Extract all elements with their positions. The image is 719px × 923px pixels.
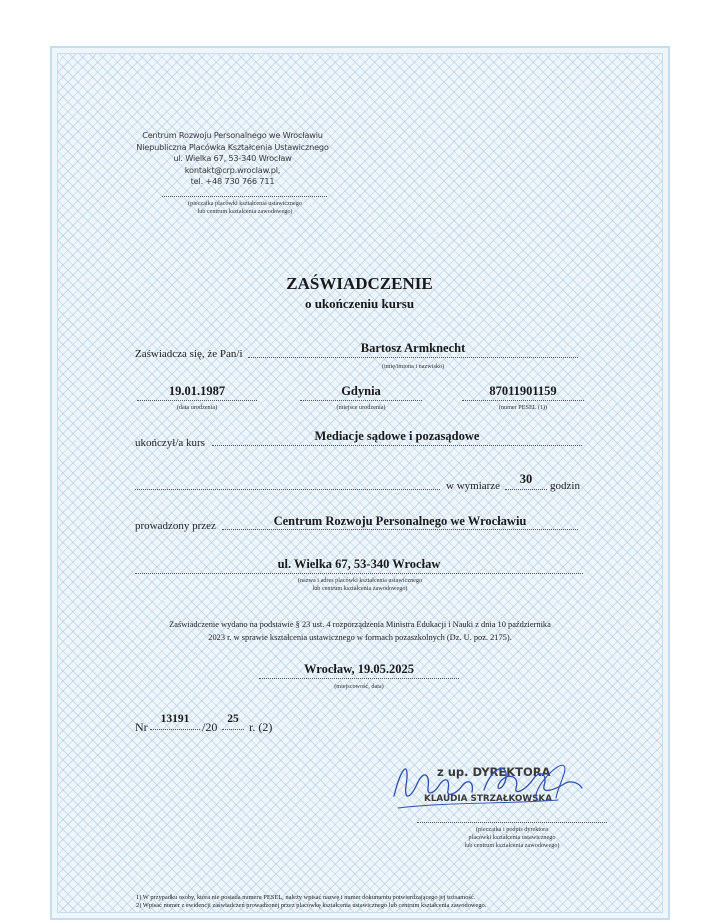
issue-place-date: Wrocław, 19.05.2025 [304, 662, 414, 676]
birth-date: 19.01.1987 [168, 384, 226, 398]
handwritten-signature [388, 756, 588, 816]
provider-address-dotted-line [135, 573, 583, 574]
provider-dotted-line [222, 529, 578, 530]
birth-date-caption: (data urodzenia) [176, 404, 218, 411]
birth-place-dotted-line [300, 400, 422, 401]
stamp-line-1: Centrum Rozwoju Personalnego we Wrocławiu [142, 130, 323, 140]
legal-line-2: 2023 r. w sprawie kształcenia ustawicznego w formach pozaszkolnych (Dz. U. poz. 2175). [208, 633, 512, 642]
signature-caption-1: (pieczątka i podpis dyrektora [476, 826, 548, 833]
pesel-number: 87011901159 [489, 384, 557, 398]
stamp-line-4: kontakt@crp.wroclaw.pl, [184, 164, 281, 175]
birth-date-dotted-line [137, 400, 257, 401]
footnote-1: 1) W przypadku osoby, która nie posiada numeru PESEL, należy wpisać nazwę i numer dokumentu potwierdzającego jej tożsamość. [136, 894, 476, 901]
hours-dotted-line [505, 489, 547, 490]
legal-line-1: Zaświadczenie wydano na podstawie § 23 ust. 4 rozporządzenia Ministra Edukacji i Nauki z dnia 10 października [169, 620, 551, 629]
hours-label: w wymiarze [446, 480, 501, 492]
issue-caption: (miejscowość, data) [334, 683, 384, 690]
person-label: Zaświadcza się, że Pan/i [135, 348, 243, 360]
course-label: ukończył/a kurs [135, 437, 205, 449]
director-role: z up. DYREKTORA [437, 765, 551, 779]
birth-place-caption: (miejsce urodzenia) [336, 404, 386, 411]
birth-place: Gdynia [341, 384, 381, 398]
number-year: 25 [227, 713, 239, 725]
director-name: KLAUDIA STRZAŁKOWSKA [424, 794, 553, 804]
number-value: 13191 [160, 713, 190, 725]
person-dotted-line [248, 357, 578, 358]
pesel-dotted-line [462, 400, 584, 401]
stamp-caption-2: lub centrum kształcenia zawodowego) [197, 208, 293, 215]
legal-basis [140, 618, 580, 644]
course-extra-dotted-line [135, 489, 440, 490]
signature-caption-2: placówki kształcenia ustawicznego [468, 834, 556, 841]
stamp-caption-1: (pieczątka placówki kształcenia ustawicznego [188, 200, 302, 207]
issue-dotted-line [259, 678, 459, 679]
provider-caption-1: (nazwa i adres placówki kształcenia ustawicznego [297, 577, 423, 584]
signature-dotted-line [417, 822, 607, 823]
stamp-line-2: Niepubliczna Placówka Kształcenia Ustawicznego [136, 141, 329, 152]
provider-address: ul. Wielka 67, 53-340 Wrocław [277, 557, 441, 571]
year-dotted-line [222, 729, 244, 730]
hours-value: 30 [519, 472, 533, 486]
footnote-2: 2) Wpisać numer z ewidencji zaświadczeń prowadzonej przez placówkę kształcenia ustawicznego lub centrum kształcenia zawodowego. [136, 902, 487, 909]
provider-name: Centrum Rozwoju Personalnego we Wrocławiu [273, 514, 527, 528]
number-mid: /20 [202, 720, 218, 734]
signature-caption-3: lub centrum kształcenia zawodowego) [464, 842, 560, 849]
hours-unit: godzin [550, 480, 580, 492]
pesel-caption: (numer PESEL (1)) [498, 404, 548, 411]
provider-label: prowadzony przez [135, 520, 216, 532]
number-suffix: r. (2) [249, 720, 273, 734]
provider-caption-2: lub centrum kształcenia zawodowego) [312, 585, 408, 592]
stamp-dotted-line [162, 196, 327, 197]
document-subtitle: o ukończeniu kursu [304, 296, 415, 311]
course-dotted-line [212, 445, 582, 446]
document-title: ZAŚWIADCZENIE [286, 274, 433, 293]
course-name: Mediacje sądowe i pozasądowe [314, 429, 480, 443]
number-dotted-line [150, 729, 200, 730]
number-prefix: Nr [135, 720, 148, 734]
person-caption: (imię/imiona i nazwisko) [381, 363, 445, 370]
stamp-line-5: tel. +48 730 766 711 [190, 176, 275, 186]
stamp-line-3: ul. Wielka 67, 53-340 Wrocław [173, 153, 292, 163]
person-name: Bartosz Armknecht [360, 341, 466, 355]
institution-stamp [110, 130, 355, 188]
